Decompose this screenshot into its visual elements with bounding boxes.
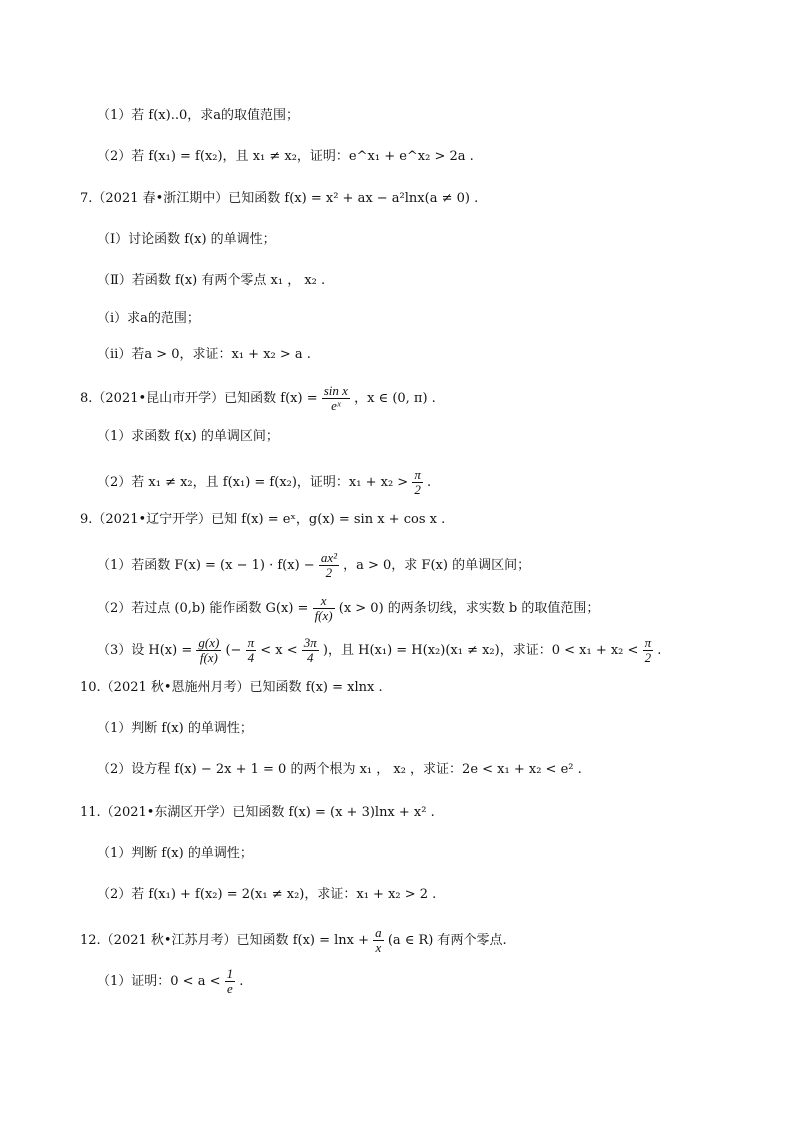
- fraction: [319, 551, 339, 580]
- fraction-denominator: e: [226, 981, 233, 996]
- question-8-part-1: （1）求函数 f(x) 的单调区间；: [97, 429, 279, 444]
- question-8-text: 8.（2021•昆山市开学）已知函数 f(x) =: [80, 391, 318, 406]
- question-8-domain: ，x ∈ (0, π) .: [354, 391, 436, 406]
- question-12-tail: (a ∈ R) 有两个零点.: [387, 933, 507, 948]
- question-11-part-2: （2）若 f(x₁) + f(x₂) = 2(x₁ ≠ x₂)，求证：x₁ + x₂ > 2 .: [97, 887, 437, 902]
- fraction-numerator: a: [375, 925, 382, 940]
- fraction-numerator: sin x: [323, 383, 348, 398]
- sub-question-2: （2）若 f(x₁) = f(x₂)，且 x₁ ≠ x₂，证明：e^x₁ + e^x₂ > 2a .: [97, 149, 474, 164]
- fraction: [373, 926, 384, 955]
- question-11: 11.（2021•东湖区开学）已知函数 f(x) = (x + 3)lnx + x² .: [80, 805, 435, 820]
- period: .: [657, 643, 662, 658]
- period: .: [427, 475, 432, 490]
- fraction: [412, 468, 423, 497]
- fraction-denominator: 4: [307, 650, 314, 665]
- fraction-denominator: 2: [644, 650, 652, 665]
- question-7-part-2-i: （ⅰ）求a的范围；: [97, 311, 200, 326]
- fraction-numerator: 1: [226, 966, 234, 981]
- question-7: 7.（2021 春•浙江期中）已知函数 f(x) = x² + ax − a²lnx(a ≠ 0) .: [80, 191, 479, 206]
- fraction-numerator: g(x): [198, 635, 220, 650]
- fraction: [313, 594, 335, 623]
- question-9-part-2-text: （2）若过点 (0,b) 能作函数 G(x) =: [97, 601, 309, 616]
- question-9-part-3-text: （3）设 H(x) =: [97, 643, 193, 658]
- question-7-part-2: （Ⅱ）若函数 f(x) 有两个零点 x₁ ， x₂ .: [97, 273, 326, 288]
- question-12-text: 12.（2021 秋•江苏月考）已知函数 f(x) = lnx +: [80, 933, 370, 948]
- fraction-numerator: π: [414, 467, 421, 482]
- question-9-part-1-text: （1）若函数 F(x) = (x − 1) · f(x) −: [97, 558, 315, 573]
- fraction-numerator: 3π: [303, 635, 317, 650]
- fraction-denominator: eˣ: [331, 398, 341, 413]
- inequality-open: (−: [225, 643, 242, 658]
- fraction: [246, 636, 257, 665]
- fraction: [225, 967, 236, 996]
- question-8-part-2-text: （2）若 x₁ ≠ x₂，且 f(x₁) = f(x₂)，证明：x₁ + x₂ >: [97, 475, 409, 490]
- question-8-part-2: [97, 468, 431, 497]
- sub-question-1: （1）若 f(x)..0，求a的取值范围；: [97, 108, 299, 123]
- question-9-part-2-tail: (x > 0) 的两条切线，求实数 b 的取值范围；: [338, 601, 600, 616]
- question-10-part-2: （2）设方程 f(x) − 2x + 1 = 0 的两个根为 x₁ ， x₂ ，求证：2e < x₁ + x₂ < e² .: [97, 762, 582, 777]
- question-9-part-1: [97, 551, 530, 580]
- question-9-part-3-tail: )，且 H(x₁) = H(x₂)(x₁ ≠ x₂)，求证：0 < x₁ + x₂ <: [322, 643, 639, 658]
- fraction-numerator: ax²: [320, 550, 337, 565]
- fraction: [643, 636, 654, 665]
- question-8: [80, 384, 436, 413]
- question-12-part-1: [97, 967, 243, 996]
- question-7-part-2-ii: （ⅱ）若a > 0，求证：x₁ + x₂ > a .: [97, 347, 311, 362]
- fraction-numerator: π: [644, 635, 652, 650]
- fraction-numerator: x: [313, 594, 335, 609]
- question-10-part-1: （1）判断 f(x) 的单调性；: [97, 721, 253, 736]
- fraction-numerator: π: [247, 635, 255, 650]
- question-7-part-1: （Ⅰ）讨论函数 f(x) 的单调性；: [97, 232, 276, 247]
- inequality-mid: < x <: [260, 643, 298, 658]
- period: .: [239, 974, 244, 989]
- question-10: 10.（2021 秋•恩施州月考）已知函数 f(x) = xlnx .: [80, 680, 383, 695]
- question-9-part-3: [97, 636, 661, 665]
- question-9-part-2: [97, 594, 599, 623]
- fraction: [322, 384, 350, 413]
- fraction: [196, 636, 221, 665]
- question-11-part-1: （1）判断 f(x) 的单调性；: [97, 846, 253, 861]
- question-9: 9.（2021•辽宁开学）已知 f(x) = eˣ，g(x) = sin x + cos x .: [80, 512, 446, 527]
- fraction-denominator: x: [375, 940, 382, 955]
- fraction-denominator: 4: [247, 650, 255, 665]
- fraction: [302, 636, 319, 665]
- fraction-denominator: 2: [325, 565, 333, 580]
- fraction-denominator: 2: [414, 482, 421, 497]
- question-12-part-1-text: （1）证明：0 < a <: [97, 974, 221, 989]
- question-12: [80, 926, 507, 955]
- fraction-denominator: f(x): [199, 650, 218, 665]
- question-9-part-1-tail: ，a > 0，求 F(x) 的单调区间；: [343, 558, 531, 573]
- fraction-denominator: f(x): [314, 608, 333, 623]
